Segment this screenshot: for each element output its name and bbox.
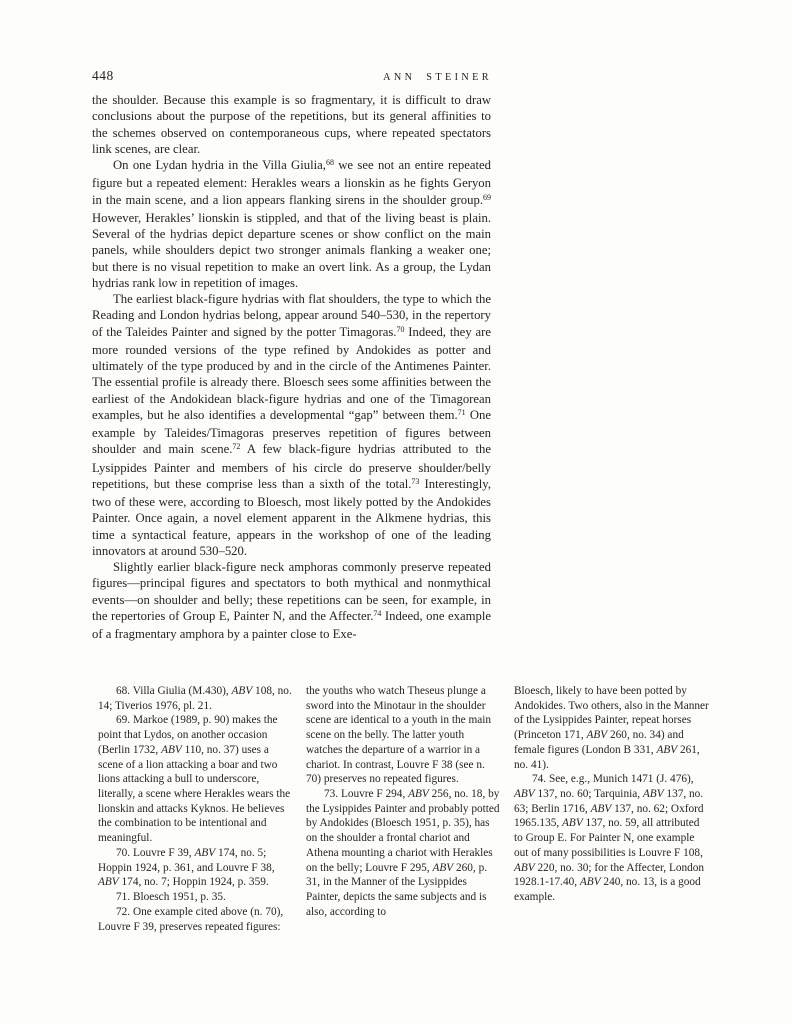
footnote-column-2 (306, 684, 502, 934)
footnote (306, 684, 502, 787)
footnotes (98, 684, 710, 934)
body-text (92, 92, 491, 642)
footnote-ref: 74 (373, 608, 382, 618)
italic-citation: ABV (590, 802, 612, 815)
footnote (98, 684, 294, 713)
text-run: However, Herakles’ lionskin is stippled, and that of the living beast is plain. Several of the hydrias depict departure scenes or show conflict on the main panels, while shoulders depict two stronger animals flanking a weaker one; but there is no visual repetition to make an overt link. As a group, the Lydan hydrias rank low in repetition of images. (92, 210, 491, 290)
page-header (92, 68, 492, 84)
body-paragraph (92, 291, 491, 559)
body-paragraph (92, 559, 491, 642)
text-run: On one Lydan hydria in the Villa Giulia, (113, 158, 326, 172)
text-run: 240, no. 13, is a good example. (514, 876, 701, 904)
text-run: 137, no. 63; Berlin 1716, (514, 788, 704, 815)
footnote-ref: 69 (483, 192, 491, 202)
text-run: 68. Villa Giulia (M.430), (116, 685, 232, 697)
text-run: Indeed, they are more rounded versions of the type refined by Andokides as potter and ultimately of the type produced by and in the circle of the Antimenes Painter. The essential profile is already there. Bloesch sees some affinities between the earliest of the Andokidean black-figure hydrias and one of the Timagorean examples, but he also identifies a developmental “gap” between them. (92, 324, 491, 422)
body-paragraph (92, 157, 491, 291)
italic-citation: ABV (408, 788, 429, 801)
footnote-ref: 73 (411, 476, 420, 486)
text-run: 72. One example cited above (n. 70), Louvre F 39, preserves repeated figures: (98, 905, 284, 933)
italic-citation: ABV (432, 861, 454, 874)
text-run: 174, no. 5; Hoppin 1924, p. 361, and Louvre F 38, (98, 846, 275, 874)
text-run: 137, no. 59, all attributed to Group E. For Painter N, one example out of many possibilities is Louvre F 108, (514, 817, 703, 859)
text-run: the youths who watch Theseus plunge a sword into the Minotaur in the shoulder scene are identical to a youth in the main scene on the belly. The latter youth watches the departure of a warrior in a chariot. In contrast, Louvre F 38 (see n. 70) preserves no repeated figures. (306, 685, 492, 786)
text-run: Bloesch, likely to have been potted by Andokides. Two others, also in the Manner of the Lysippides Painter, repeat horses (Princeton 171, (514, 685, 709, 742)
footnote (306, 787, 502, 919)
footnote-ref: 71 (457, 407, 466, 417)
italic-citation: ABV (161, 743, 182, 756)
text-run: 256, no. 18, by the Lysippides Painter and probably potted by Andokides (Bloesch 1951, p. 35), has on the shoulder a frontal chariot and Athena mounting a chariot with Herakles on the belly; Louvre F 295, (306, 788, 500, 874)
text-run: Indeed, one example of a fragmentary amphora by a painter close to Exe- (92, 608, 491, 641)
text-run: the shoulder. Because this example is so fragmentary, it is difficult to draw conclusions about the purpose of the repetitions, but its general affinities to the schemes observed on contemporaneous cups, where repeated spectators link scenes, are clear. (92, 93, 491, 156)
italic-citation: ABV (194, 846, 216, 859)
footnote (98, 890, 294, 905)
text-run: The earliest black-figure hydrias with flat shoulders, the type to which the Reading and London hydrias belong, appear around 540–530, in the repertory of the Taleides Painter and signed by the potter Timagoras. (92, 292, 491, 339)
body-paragraph (92, 92, 491, 157)
text-run: 73. Louvre F 294, (324, 788, 409, 801)
running-head: ANN STEINER (383, 72, 492, 83)
italic-citation: ABV (562, 817, 583, 830)
text-run: 174, no. 7; Hoppin 1924, p. 359. (118, 876, 269, 889)
text-run: A few black-figure hydrias attributed to the Lysippides Painter and members of his circle do preserve shoulder/belly repetitions, but these comprise less than a sixth of the total. (92, 442, 491, 491)
text-run: 261, no. 41). (514, 743, 700, 771)
footnote (98, 846, 294, 890)
text-run: 108, no. 14; Tiverios 1976, pl. 21. (98, 685, 292, 712)
text-run: 137, no. 60; Tarquinia, (534, 788, 643, 801)
text-run: Slightly earlier black-figure neck amphoras commonly preserve repeated figures—principal figures and spectators to both mythical and nonmythical events—on shoulder and belly; these repetitions can be seen, for example, in the repertories of Group E, Painter N, and the Affecter. (92, 560, 491, 623)
footnote (98, 713, 294, 845)
footnote (514, 684, 710, 772)
text-run: 220, no. 30; for the Affecter, London 1928.1-17.40, (514, 861, 705, 889)
footnote-ref: 68 (325, 158, 334, 168)
footnote-ref: 70 (396, 324, 405, 334)
text-run: we see not an entire repeated figure but a repeated element: Herakles wears a lionskin as he fights Geryon in the main scene, and a lion appears flanking sirens in the shoulder group. (92, 158, 491, 207)
text-run: 69. Markoe (1989, p. 90) makes the point that Lydos, on another occasion (Berlin 1732, (98, 714, 278, 756)
text-run: 260, p. 31, in the Manner of the Lysippides Painter, depicts the same subjects and is also, according to (306, 861, 488, 918)
footnote (98, 905, 294, 934)
footnote-ref: 72 (232, 442, 241, 452)
text-run: 71. Bloesch 1951, p. 35. (116, 891, 226, 904)
italic-citation: ABV (514, 788, 535, 801)
italic-citation: ABV (98, 876, 119, 889)
page-number: 448 (92, 68, 114, 83)
text-run: Interestingly, two of these were, according to Bloesch, most likely potted by the Andokides Painter. Once again, a novel element apparent in the Alkmene hydrias, this time a syntactical feature, appears in the workshop of one of the leading innovators at around 530–520. (92, 476, 491, 558)
italic-citation: ABV (642, 788, 664, 801)
text-run: 137, no. 62; Oxford 1965.135, (514, 802, 704, 830)
italic-citation: ABV (231, 685, 253, 697)
italic-citation: ABV (656, 743, 678, 756)
footnote (514, 772, 710, 904)
footnote-column-1 (98, 684, 294, 934)
text-run: One example by Taleides/Timagoras preserves repetition of figures between shoulder and main scene. (92, 407, 492, 457)
text-run: 74. See, e.g., Munich 1471 (J. 476), (532, 773, 694, 786)
text-run: 260, no. 34) and female figures (London B 331, (514, 729, 684, 756)
text-run: 70. Louvre F 39, (116, 846, 195, 859)
italic-citation: ABV (586, 729, 608, 742)
italic-citation: ABV (514, 861, 535, 874)
footnote-column-3 (514, 684, 710, 934)
text-run: 110, no. 37) uses a scene of a lion attacking a boar and two lions attacking a bull to underscore, literally, a scene where Herakles wears the lionskin and attacks Kyknos. He believes the combination to be intentional and meaningful. (98, 743, 291, 845)
italic-citation: ABV (579, 876, 601, 889)
